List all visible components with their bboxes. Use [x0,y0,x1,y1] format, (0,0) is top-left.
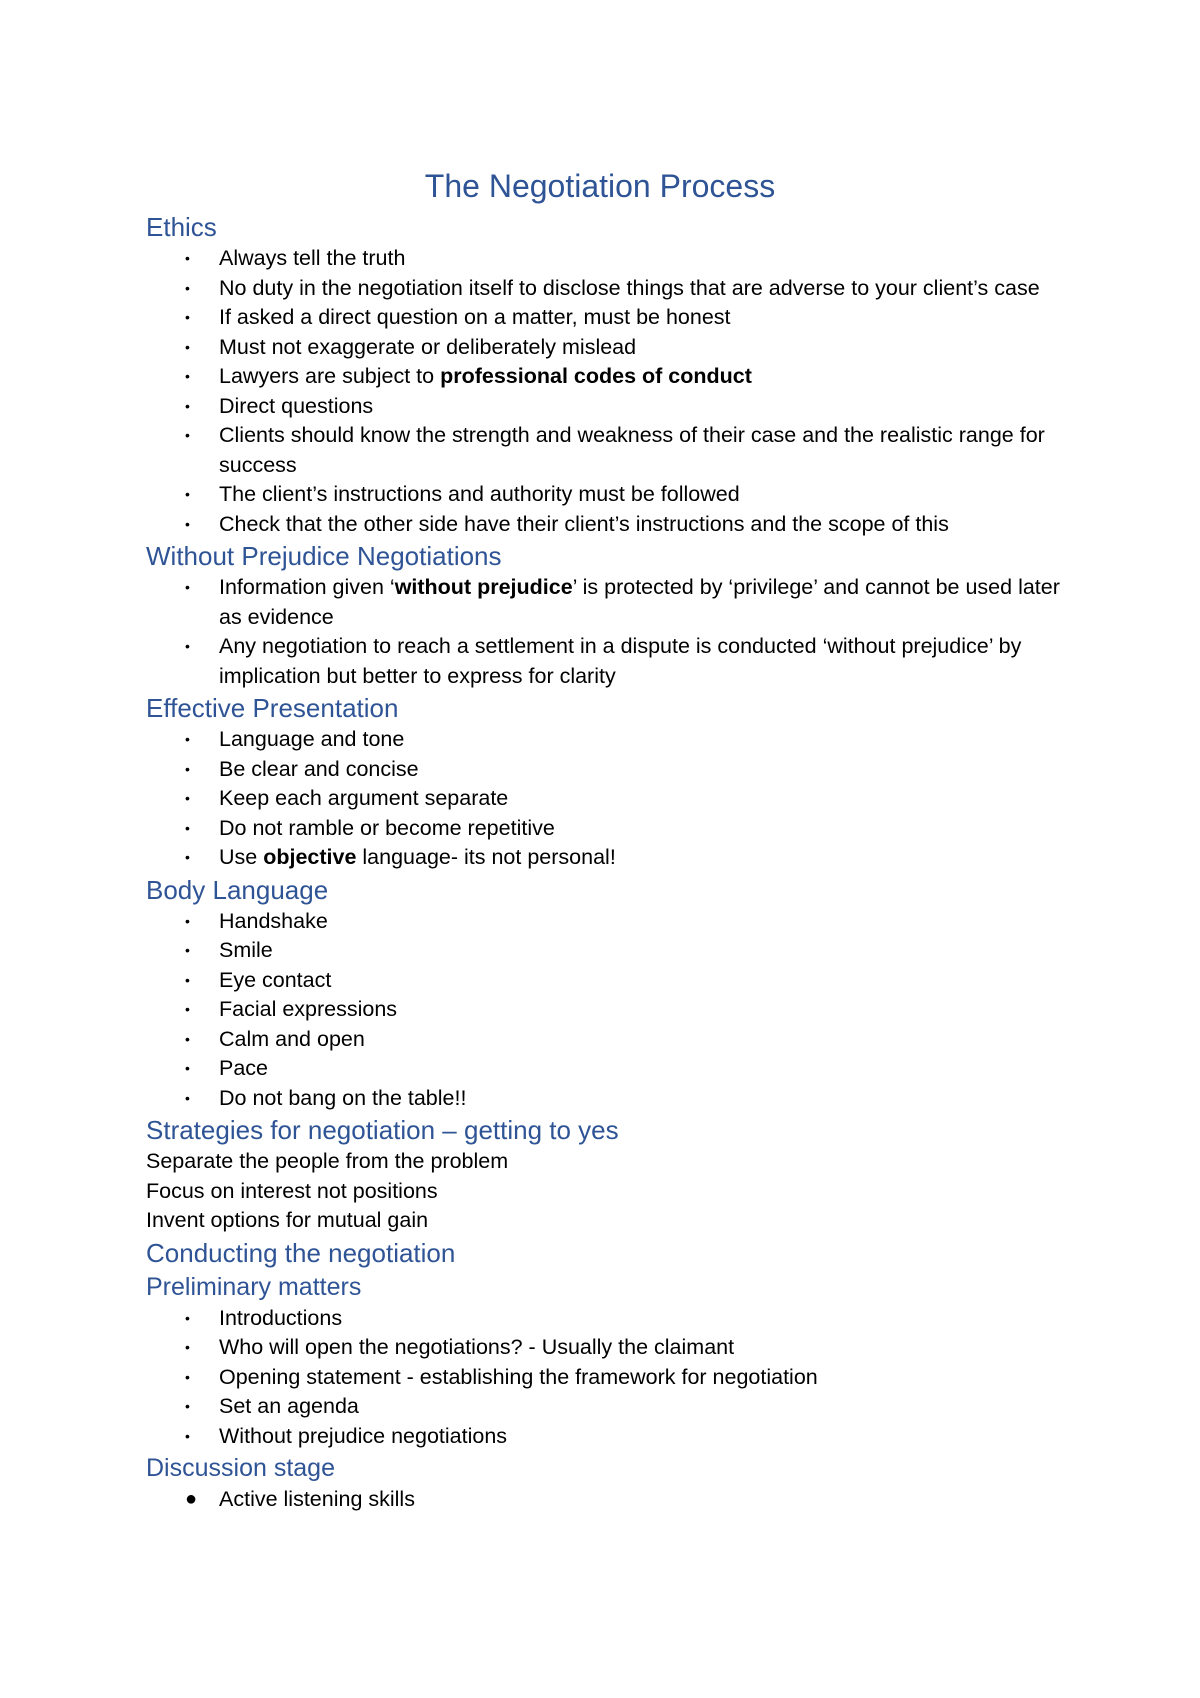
bullet-icon: • [185,1309,190,1326]
heading-strategies: Strategies for negotiation – getting to yes [146,1115,619,1145]
bullet-icon: • [185,1030,190,1047]
bullet-icon: • [185,849,190,865]
body-language-list [146,907,1076,1114]
bullet-icon: • [185,819,190,836]
discussion-stage-list [146,1485,1076,1515]
bullet-icon: • [185,515,190,532]
heading-conducting: Conducting the negotiation [146,1237,456,1268]
bullet-icon: • [185,397,190,414]
bullet-icon: • [185,638,190,654]
list-item: • The client’s instructions and authority must be followed [146,480,1076,510]
list-item: • Direct questions [146,392,1076,422]
list-item: • Lawyers are subject to professional codes of conduct [146,362,1076,392]
bullet-icon: • [185,1001,190,1017]
list-item: • Smile [146,936,1076,966]
bullet-icon: • [185,1427,190,1444]
list-item: ● Active listening skills [146,1485,1076,1515]
bullet-icon: • [185,486,190,502]
list-item: • No duty in the negotiation itself to disclose things that are adverse to your client’s case [146,274,1076,304]
list-item: • Keep each argument separate [146,784,1076,814]
bullet-icon: • [185,309,190,325]
list-item: • Facial expressions [146,995,1076,1025]
bullet-icon: • [185,731,190,747]
without-prejudice-list [146,573,1076,691]
list-item: • Always tell the truth [146,244,1076,274]
list-item: • Any negotiation to reach a settlement in a dispute is conducted ‘without prejudice’ by implication but better to express for clarity [185,634,1022,688]
list-item: • Do not ramble or become repetitive [146,814,1076,844]
bullet-icon: • [185,912,190,929]
subheading-preliminary-matters: Preliminary matters [146,1272,362,1301]
ethics-list [146,244,1076,539]
subheading-discussion-stage: Discussion stage [146,1454,335,1482]
bullet-icon: • [185,942,190,958]
page-title: The Negotiation Process [424,168,776,204]
list-item: • Handshake [146,907,1076,937]
bullet-icon: • [185,1398,190,1414]
list-item: • Introductions [146,1304,1076,1334]
bullet-icon: • [185,279,190,296]
list-item: • Set an agenda [146,1392,1076,1422]
bullet-icon: • [185,760,190,777]
bullet-icon: • [185,971,190,988]
list-item: • Information given ‘without prejudice’ is protected by ‘privilege’ and cannot be used later as evidence [185,575,1060,629]
bold-phrase: objective [263,845,357,869]
list-item: • If asked a direct question on a matter, must be honest [146,303,1076,333]
bullet-icon: • [185,1368,190,1385]
list-item: • Without prejudice negotiations [146,1422,1076,1452]
document-body [146,210,1076,1515]
bullet-icon: • [185,1339,190,1355]
list-item: • Who will open the negotiations? - Usually the claimant [146,1333,1076,1363]
list-item: • Clients should know the strength and weakness of their case and the realistic range for success [185,423,1045,477]
list-item: • Pace [146,1054,1076,1084]
bullet-icon: • [185,427,190,443]
bullet-icon: • [185,1060,190,1076]
list-item: • Must not exaggerate or deliberately mislead [146,333,1076,363]
bold-phrase: professional codes of conduct [440,364,752,388]
heading-ethics: Ethics [146,212,217,242]
heading-effective-presentation: Effective Presentation [146,693,399,723]
strategy-line: Focus on interest not positions [146,1178,438,1203]
bullet-icon: • [185,338,190,355]
bullet-icon: • [185,250,190,266]
list-item: • Be clear and concise [146,755,1076,785]
effective-presentation-list [146,725,1076,873]
bullet-icon: • [185,1089,190,1106]
preliminary-matters-list [146,1304,1076,1452]
list-item: • Calm and open [146,1025,1076,1055]
strategy-line: Invent options for mutual gain [146,1208,429,1232]
bullet-icon: • [185,579,190,595]
list-item: • Use objective language- its not personal! [146,843,1076,873]
list-item: • Check that the other side have their client’s instructions and the scope of this [146,510,1076,540]
bold-phrase: without prejudice [394,575,573,599]
strategy-line: Separate the people from the problem [146,1149,509,1173]
bullet-icon: • [185,368,190,384]
bullet-icon: • [185,790,190,806]
list-item: • Do not bang on the table!! [146,1084,1076,1114]
heading-body-language: Body Language [146,874,329,905]
heading-without-prejudice: Without Prejudice Negotiations [146,541,502,571]
list-item: • Eye contact [146,966,1076,996]
list-item: • Opening statement - establishing the framework for negotiation [146,1363,1076,1393]
solid-bullet-icon: ● [185,1488,198,1510]
list-item: • Language and tone [146,725,1076,755]
